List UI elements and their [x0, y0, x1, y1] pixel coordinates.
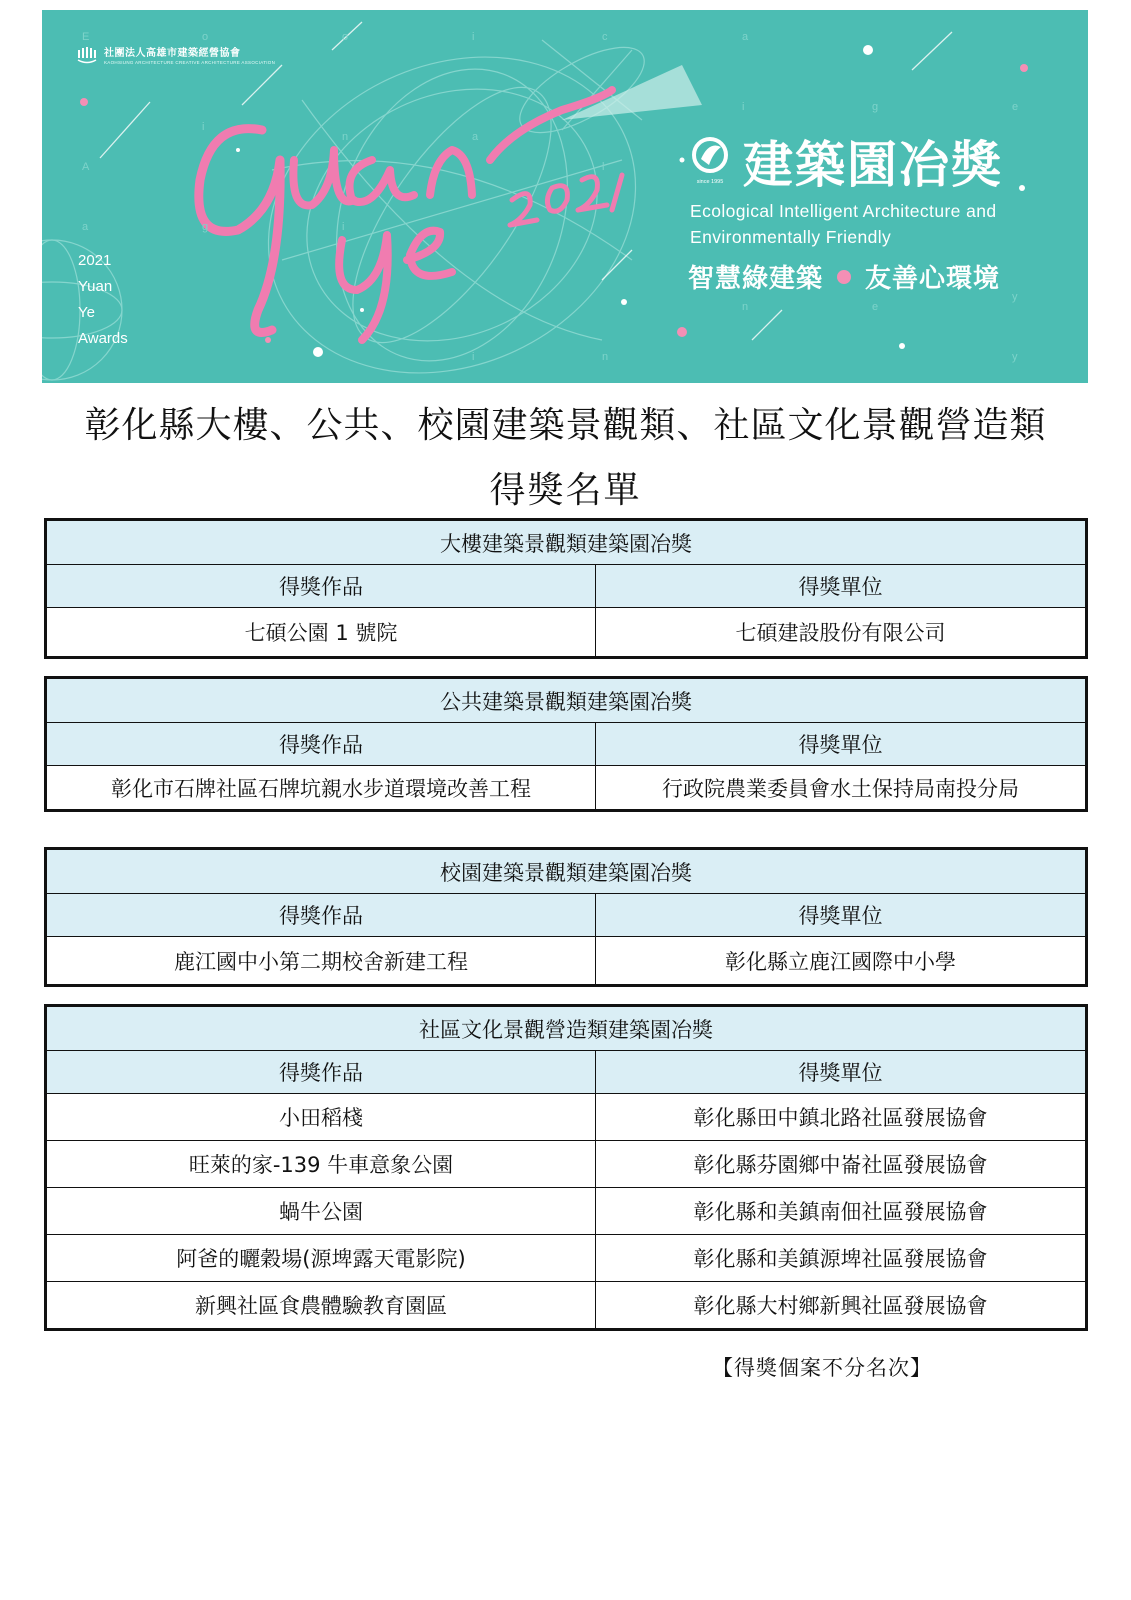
award-table-building: [44, 518, 1088, 659]
svg-text:e: e: [1012, 101, 1019, 113]
svg-text:i: i: [202, 121, 205, 133]
document-title: 彰化縣大樓、公共、校園建築景觀類、社區文化景觀營造類: [84, 405, 1047, 446]
table-row: [46, 937, 1087, 986]
award-en-line: Environmentally Friendly: [690, 227, 892, 247]
svg-text:i: i: [472, 351, 475, 363]
table-category: 社區文化景觀營造類建築園冶獎: [46, 1006, 1087, 1051]
svg-text:i: i: [472, 31, 475, 43]
table-row: [46, 1188, 1087, 1235]
svg-text:n: n: [742, 301, 749, 313]
column-header-work: 得獎作品: [46, 1051, 596, 1094]
edition-label: [78, 248, 128, 352]
svg-text:i: i: [342, 221, 345, 233]
award-title: [687, 125, 1003, 197]
table-row: [46, 608, 1087, 658]
work-cell: 彰化市石牌社區石牌坑親水步道環境改善工程: [46, 766, 596, 811]
table-row: [46, 1282, 1087, 1330]
table-category: 校園建築景觀類建築園冶獎: [46, 849, 1087, 894]
award-table-public: [44, 676, 1088, 812]
slogan-right: 友善心環境: [865, 264, 1001, 294]
unit-cell: 七碩建設股份有限公司: [596, 608, 1087, 658]
column-header-unit: 得獎單位: [596, 1051, 1087, 1094]
svg-text:c: c: [602, 31, 608, 43]
unit-cell: 彰化縣大村鄉新興社區發展協會: [596, 1282, 1087, 1330]
svg-text:g: g: [872, 101, 879, 113]
award-banner: [42, 10, 1088, 383]
svg-text:l: l: [602, 161, 605, 173]
unit-cell: 彰化縣田中鎮北路社區發展協會: [596, 1094, 1087, 1141]
svg-text:o: o: [202, 31, 209, 43]
edition-line: 2021: [78, 252, 112, 269]
work-cell: 阿爸的曬穀場(源埤露天電影院): [46, 1235, 596, 1282]
table-row: [46, 1235, 1087, 1282]
svg-text:a: a: [742, 31, 749, 43]
award-en-line: Ecological Intelligent Architecture and: [690, 201, 997, 221]
slogan-left: 智慧綠建築: [688, 264, 824, 294]
organizer-name: 社團法人高雄市建築經營協會: [104, 48, 241, 59]
award-table-community: [44, 1004, 1088, 1331]
column-header-unit: 得獎單位: [596, 894, 1087, 937]
slogan: [688, 258, 1000, 295]
svg-text:e: e: [872, 301, 879, 313]
svg-text:n: n: [602, 351, 609, 363]
edition-line: Ye: [78, 304, 95, 321]
column-header-unit: 得獎單位: [596, 565, 1087, 608]
table-category: 大樓建築景觀類建築園冶獎: [46, 520, 1087, 565]
award-english-name: [690, 198, 996, 250]
organizer: [76, 44, 275, 65]
table-category: 公共建築景觀類建築園冶獎: [46, 678, 1087, 723]
organizer-name-en: KAOHSIUNG ARCHITECTURE CREATIVE ARCHITECTURE ASSOCIATION: [104, 60, 276, 65]
since-label: since 1995: [696, 179, 724, 185]
work-cell: 鹿江國中小第二期校舍新建工程: [46, 937, 596, 986]
svg-text:g: g: [202, 221, 209, 233]
work-cell: 蝸牛公園: [46, 1188, 596, 1235]
svg-text:E: E: [82, 31, 90, 43]
svg-text:a: a: [472, 131, 479, 143]
organizer-logo-icon: [76, 46, 98, 64]
work-cell: 新興社區食農體驗教育園區: [46, 1282, 596, 1330]
table-row: [46, 766, 1087, 811]
document-subtitle: 得獎名單: [489, 470, 642, 511]
table-row: [46, 1141, 1087, 1188]
svg-text:o: o: [342, 31, 349, 43]
svg-text:i: i: [742, 101, 745, 113]
work-cell: 七碩公園 1 號院: [46, 608, 596, 658]
edition-line: Awards: [78, 330, 128, 347]
unit-cell: 彰化縣和美鎮南佃社區發展協會: [596, 1188, 1087, 1235]
column-header-work: 得獎作品: [46, 565, 596, 608]
work-cell: 旺萊的家-139 牛車意象公園: [46, 1141, 596, 1188]
column-header-unit: 得獎單位: [596, 723, 1087, 766]
ranking-note: 【得獎個案不分名次】: [712, 1356, 932, 1380]
award-name: 建築園冶獎: [743, 136, 1003, 194]
svg-text:n: n: [342, 131, 349, 143]
column-header-work: 得獎作品: [46, 894, 596, 937]
svg-text:a: a: [82, 221, 89, 233]
svg-text:y: y: [1012, 291, 1018, 303]
svg-text:A: A: [82, 161, 90, 173]
svg-text:y: y: [1012, 351, 1018, 363]
unit-cell: 行政院農業委員會水土保持局南投分局: [596, 766, 1087, 811]
edition-line: Yuan: [78, 278, 113, 295]
unit-cell: 彰化縣和美鎮源埤社區發展協會: [596, 1235, 1087, 1282]
award-logo-icon: [687, 133, 733, 189]
work-cell: 小田稻棧: [46, 1094, 596, 1141]
unit-cell: 彰化縣立鹿江國際中小學: [596, 937, 1087, 986]
column-header-work: 得獎作品: [46, 723, 596, 766]
award-table-campus: [44, 847, 1088, 987]
table-row: [46, 1094, 1087, 1141]
unit-cell: 彰化縣芬園鄉中崙社區發展協會: [596, 1141, 1087, 1188]
slogan-separator-dot: [837, 270, 851, 284]
